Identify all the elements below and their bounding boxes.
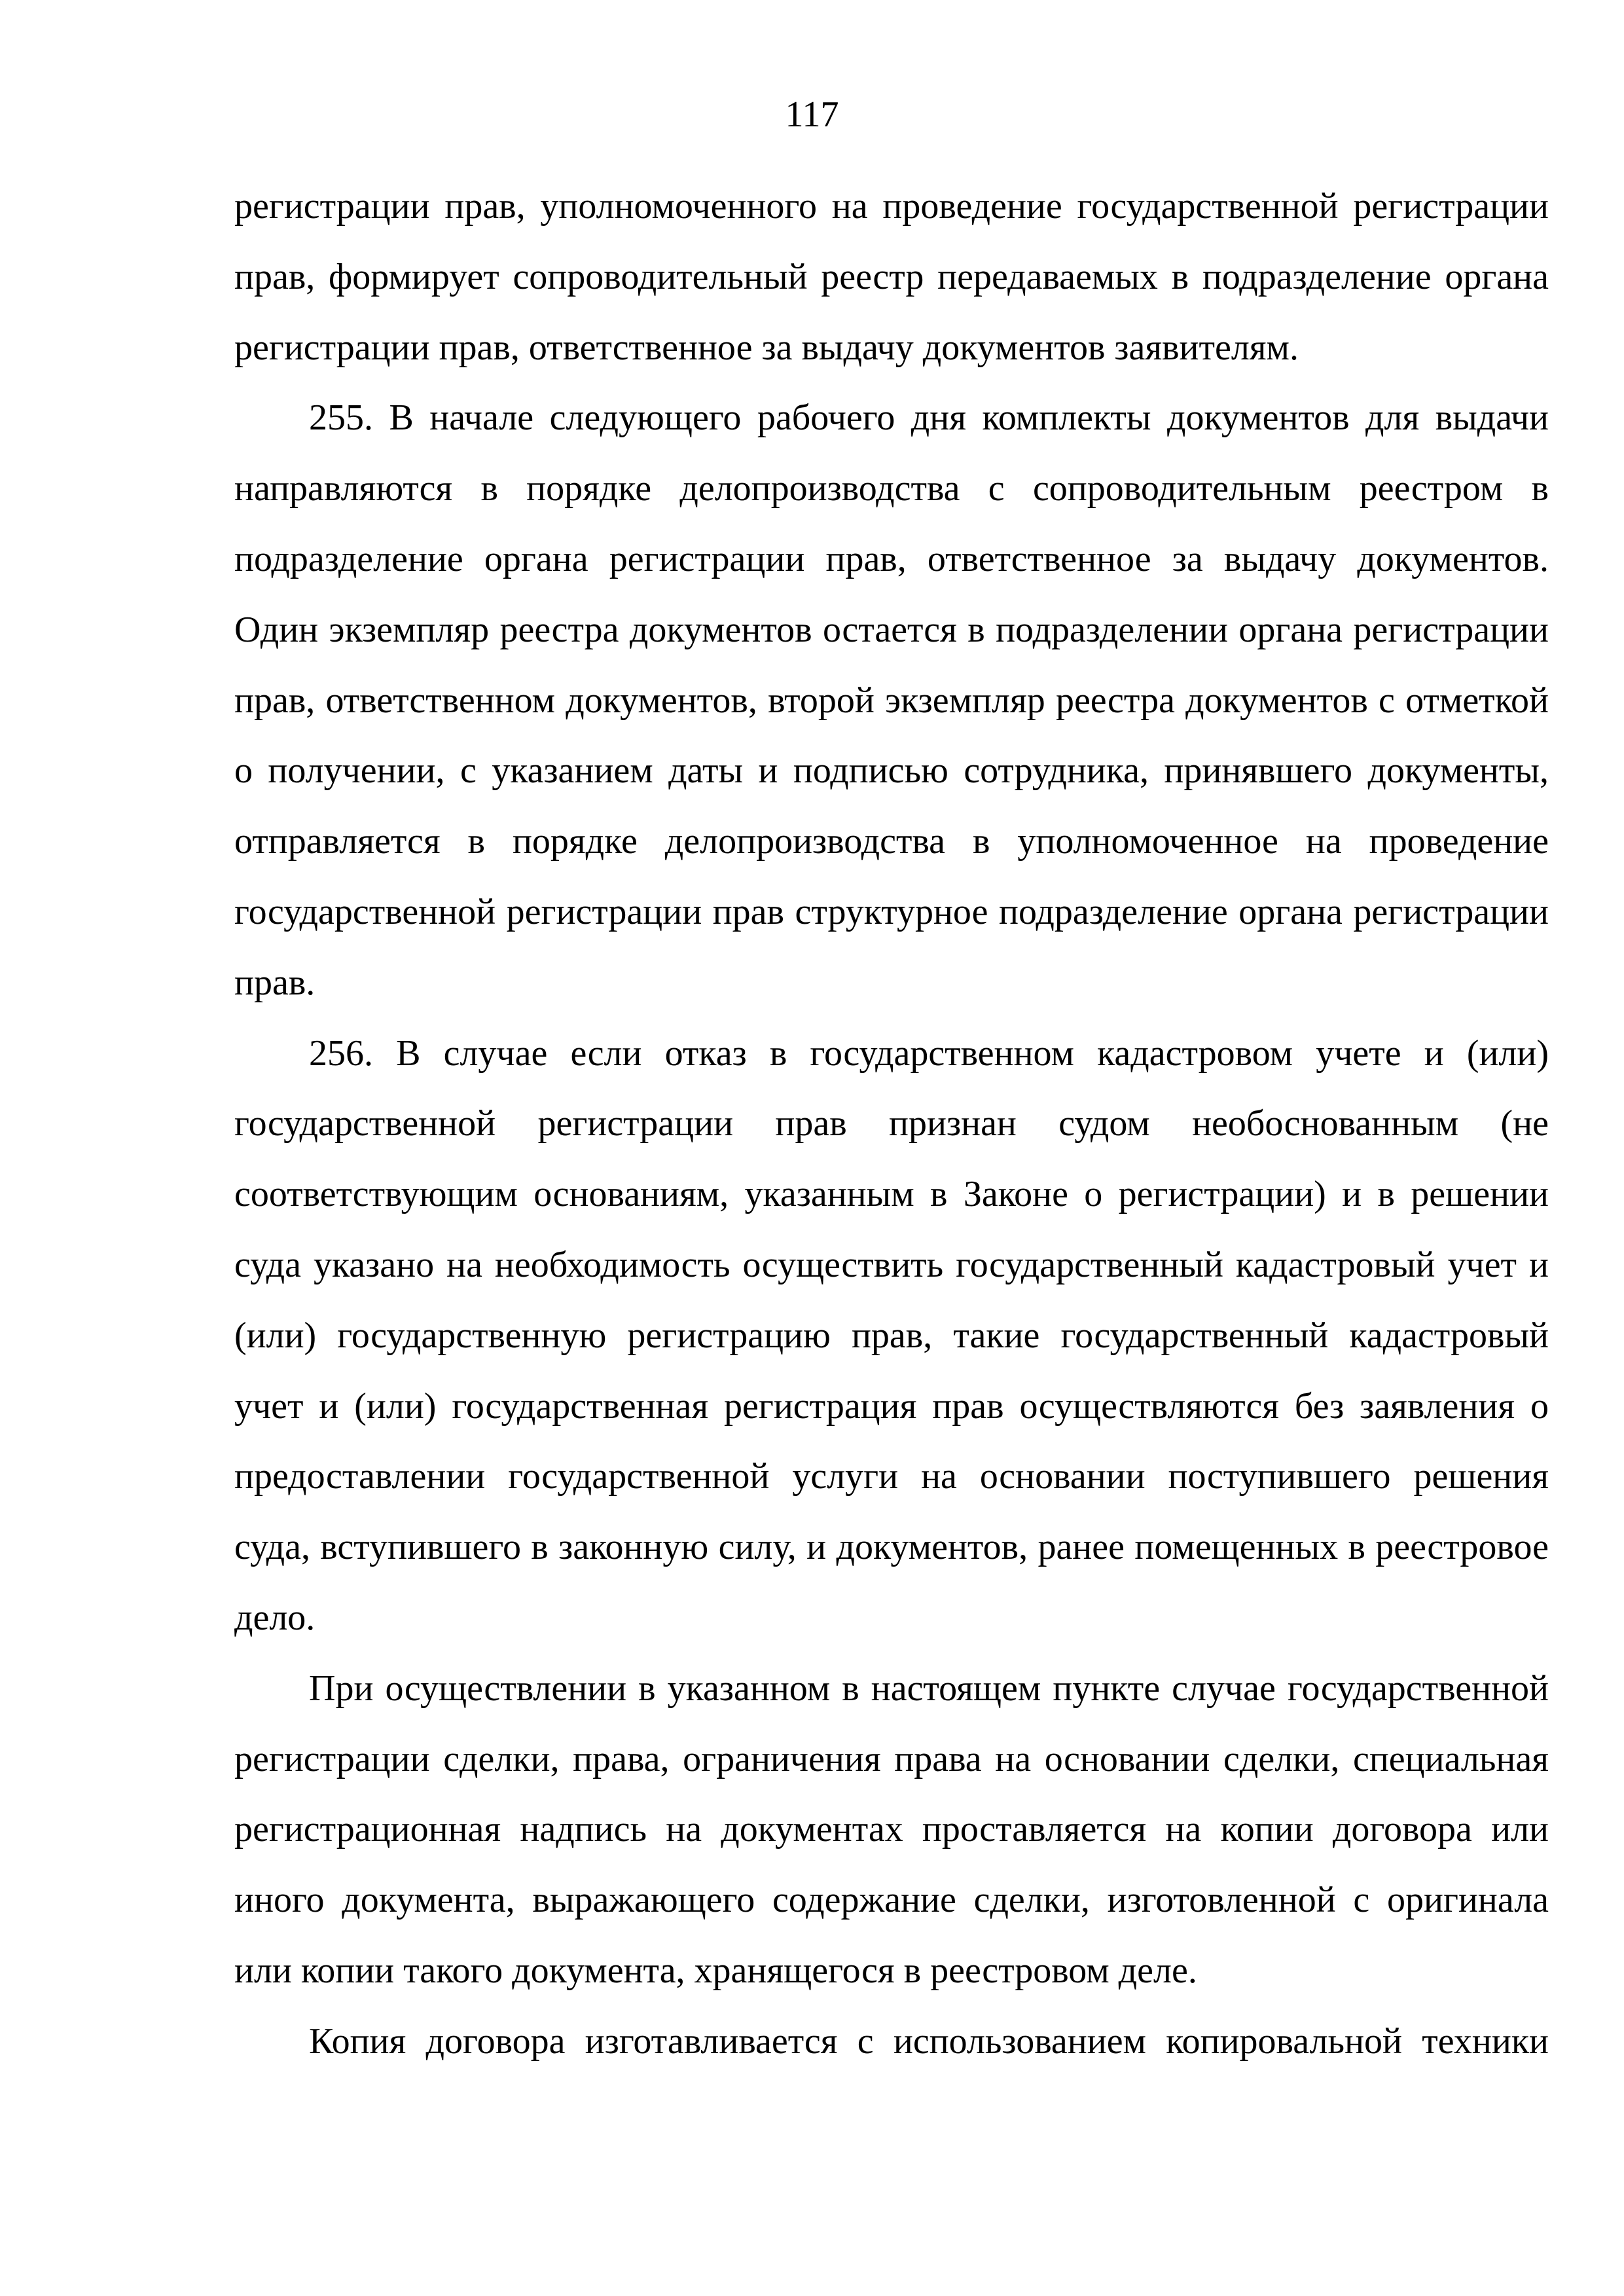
document-body: [234, 172, 1549, 2077]
paragraph-256-third: Копия договора изготавливается с использованием копировальной техники: [309, 2020, 1549, 2062]
paragraph-256-second: При осуществлении в указанном в настоящем пункте случае государственной регистрации сделки, права, ограничения права на основании сделки, специальная регистрационная надпись на документах проставляется на копии договора или иного документа, выражающего содержание сделки, изготовленной с оригинала или копии такого документа, хранящегося в реестровом деле.: [234, 1667, 1549, 1991]
paragraph-255: 255. В начале следующего рабочего дня комплекты документов для выдачи направляются в порядке делопроизводства с сопроводительным реестром в подразделение органа регистрации прав, ответственное за выдачу документов. Один экземпляр реестра документов остается в подразделении органа регистрации прав, ответственном документов, второй экземпляр реестра документов с отметкой о получении, с указанием даты и подписью сотрудника, принявшего документы, отправляется в порядке делопроизводства в уполномоченное на проведение государственной регистрации прав структурное подразделение органа регистрации прав.: [234, 397, 1549, 1003]
paragraph-256: 256. В случае если отказ в государственном кадастровом учете и (или) государственной регистрации прав признан судом необоснованным (не соответствующим основаниям, указанным в Законе о регистрации) и в решении суда указано на необходимость осуществить государственный кадастровый учет и (или) государственную регистрацию прав, такие государственный кадастровый учет и (или) государственная регистрация прав осуществляются без заявления о предоставлении государственной услуги на основании поступившего решения суда, вступившего в законную силу, и документов, ранее помещенных в реестровое дело.: [234, 1032, 1549, 1638]
paragraph-continued: регистрации прав, уполномоченного на проведение государственной регистрации прав, формирует сопроводительный реестр передаваемых в подразделение органа регистрации прав, ответственное за выдачу документов заявителям.: [234, 186, 1549, 368]
page-number: 117: [785, 94, 839, 135]
